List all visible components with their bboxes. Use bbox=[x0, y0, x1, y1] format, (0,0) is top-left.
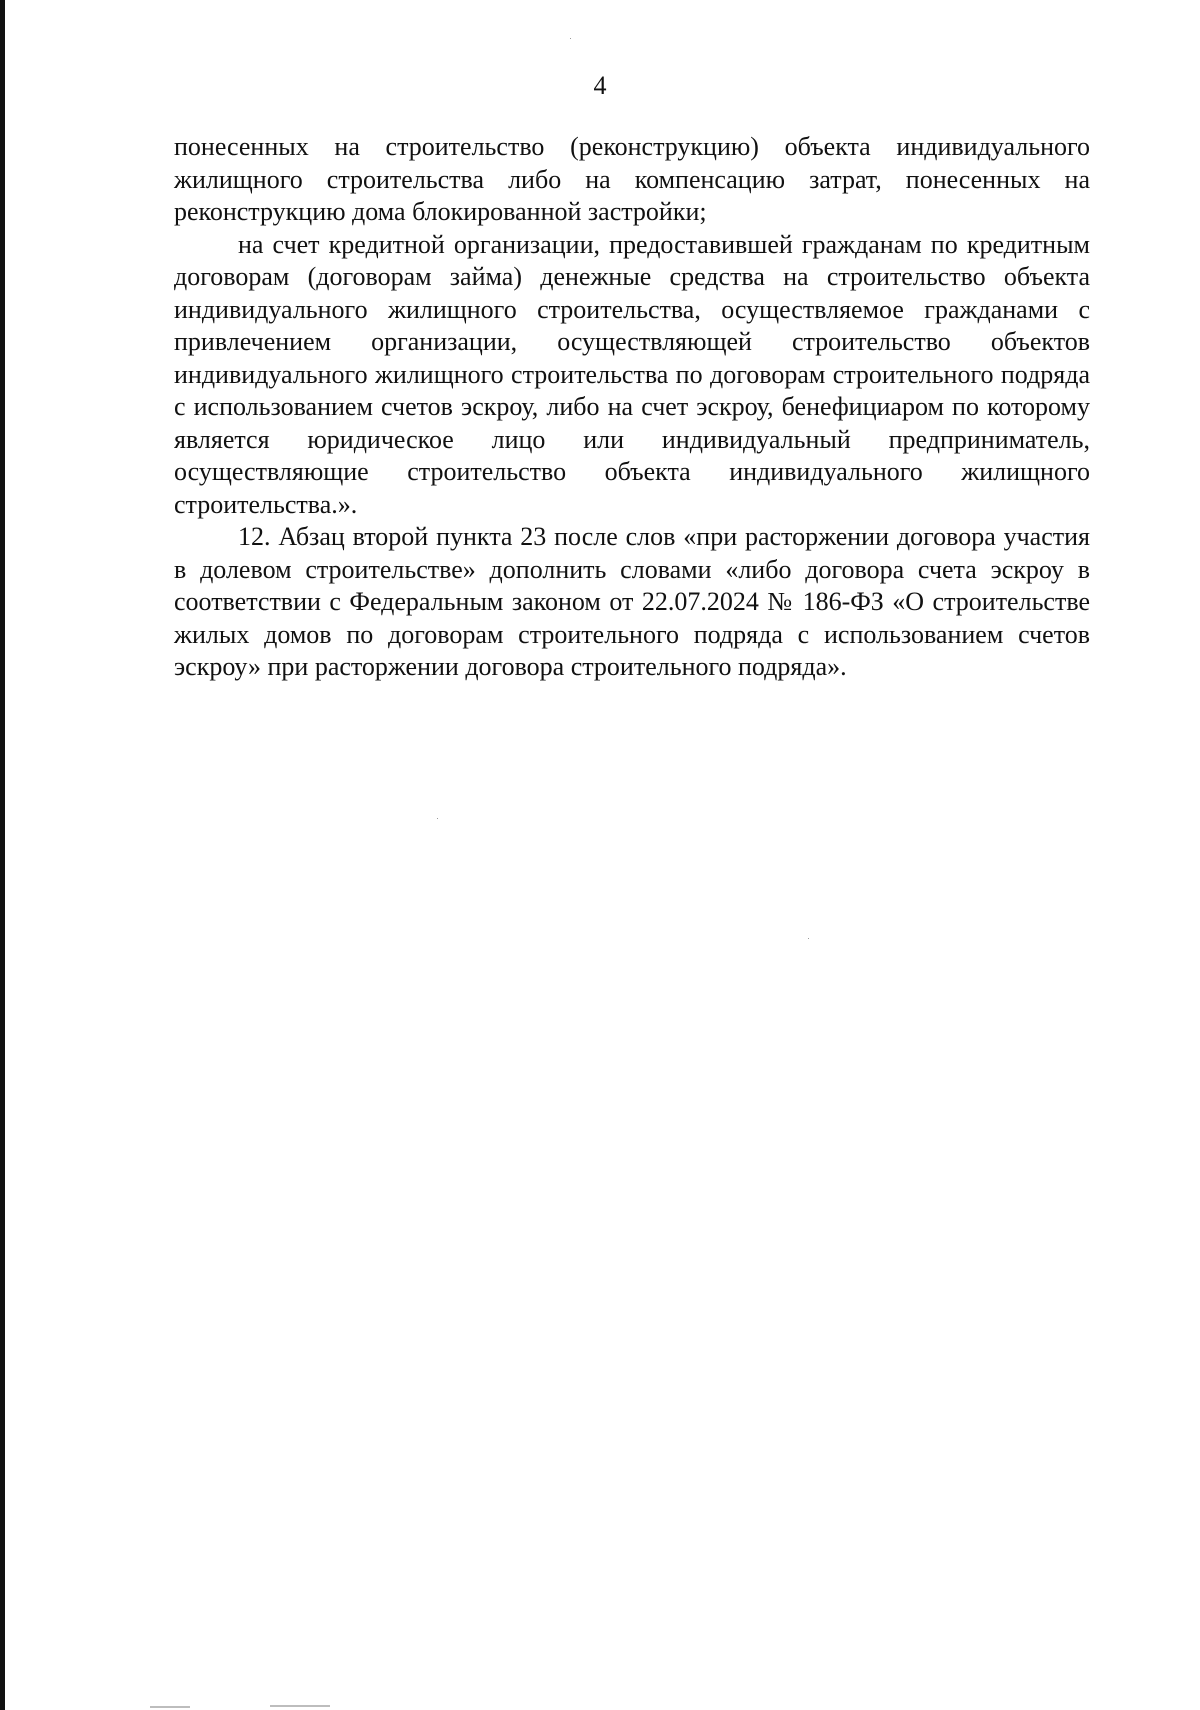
paragraph-credit-organization: на счет кредитной организации, предоставившей гражданам по кредитным договорам (договорам займа) денежные средства на строительство объекта индивидуального жилищного строительства, осуществляемое гражданами с привлечением организации, осуществляющей строительство объектов индивидуального жилищного строительства по договорам строительного подряда с использованием счетов эскроу, либо на счет эскроу, бенефициаром по которому является юридическое лицо или индивидуальный предприниматель, осуществляющие строительство объекта индивидуального жилищного строительства.». bbox=[174, 229, 1090, 519]
paragraph-continuation: понесенных на строительство (реконструкцию) объекта индивидуального жилищного строительства либо на компенсацию затрат, понесенных на реконструкцию дома блокированной застройки; bbox=[174, 132, 1090, 226]
page-number: 4 bbox=[593, 71, 607, 100]
paragraph-item-12: 12. Абзац второй пункта 23 после слов «при расторжении договора участия в долевом строительстве» дополнить словами «либо договора счета эскроу в соответствии с Федеральным законом от 22.07.2024 № 186-ФЗ «О строительстве жилых домов по договорам строительного подряда с использованием счетов эскроу» при расторжении договора строительного подряда». bbox=[174, 522, 1090, 681]
scan-speck bbox=[437, 818, 438, 819]
scan-bottom-mark bbox=[270, 1705, 330, 1707]
scan-bottom-mark bbox=[150, 1706, 190, 1708]
scan-speck bbox=[570, 38, 571, 39]
scan-left-edge bbox=[0, 0, 5, 1710]
scan-speck bbox=[808, 938, 809, 939]
document-body bbox=[174, 131, 1090, 684]
